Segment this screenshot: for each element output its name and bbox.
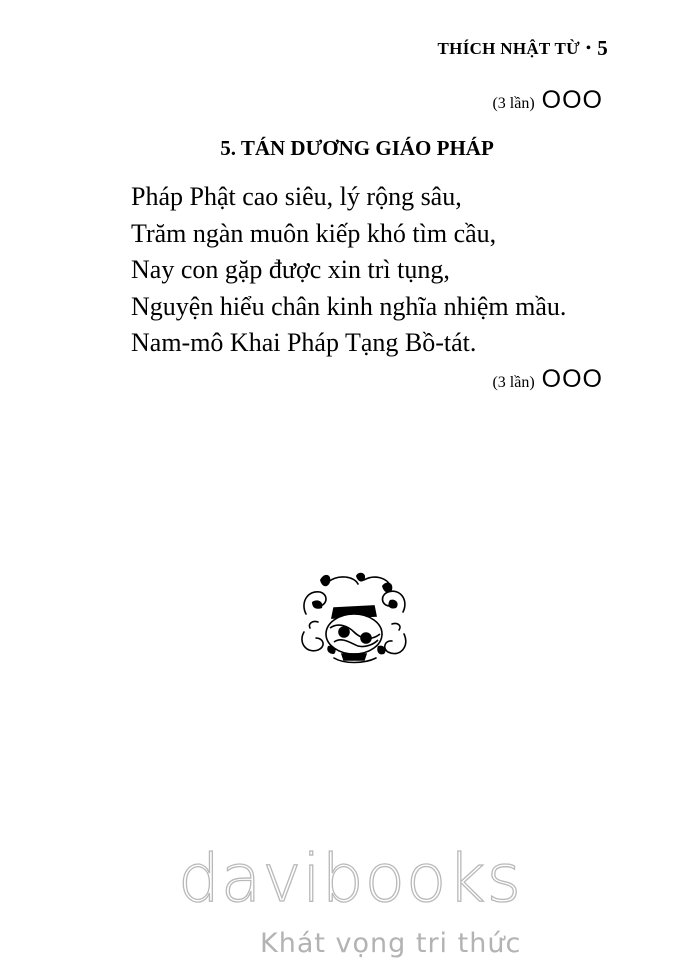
repeat-count: (3 lần): [492, 95, 535, 112]
verse-line: Pháp Phật cao siêu, lý rộng sâu,: [131, 182, 462, 211]
header-bullet: •: [585, 40, 592, 56]
section-title: 5. TÁN DƯƠNG GIÁO PHÁP: [220, 136, 494, 160]
repeat-count: (3 lần): [492, 374, 535, 391]
verse-block: [131, 179, 566, 362]
lotus-vase-ornament-icon: [298, 572, 411, 666]
running-header: [438, 36, 608, 61]
repeat-instruction-bottom: [492, 365, 603, 394]
verse-line: Nguyện hiểu chân kinh nghĩa nhiệm mầu.: [131, 291, 567, 321]
bell-marks: OOO: [541, 365, 603, 393]
watermark-tagline: Khát vọng tri thức: [260, 928, 522, 959]
bell-marks: OOO: [541, 86, 603, 114]
watermark-brand: davibooks: [178, 840, 522, 917]
verse-line: Nay con gặp được xin trì tụng,: [131, 255, 450, 284]
page-number: 5: [597, 36, 608, 60]
verse-line: Trăm ngàn muôn kiếp khó tìm cầu,: [131, 218, 497, 248]
verse-line: Nam-mô Khai Pháp Tạng Bồ-tát.: [131, 328, 477, 357]
running-title: THÍCH NHẬT TỪ: [437, 38, 580, 58]
repeat-instruction-top: [492, 86, 603, 115]
